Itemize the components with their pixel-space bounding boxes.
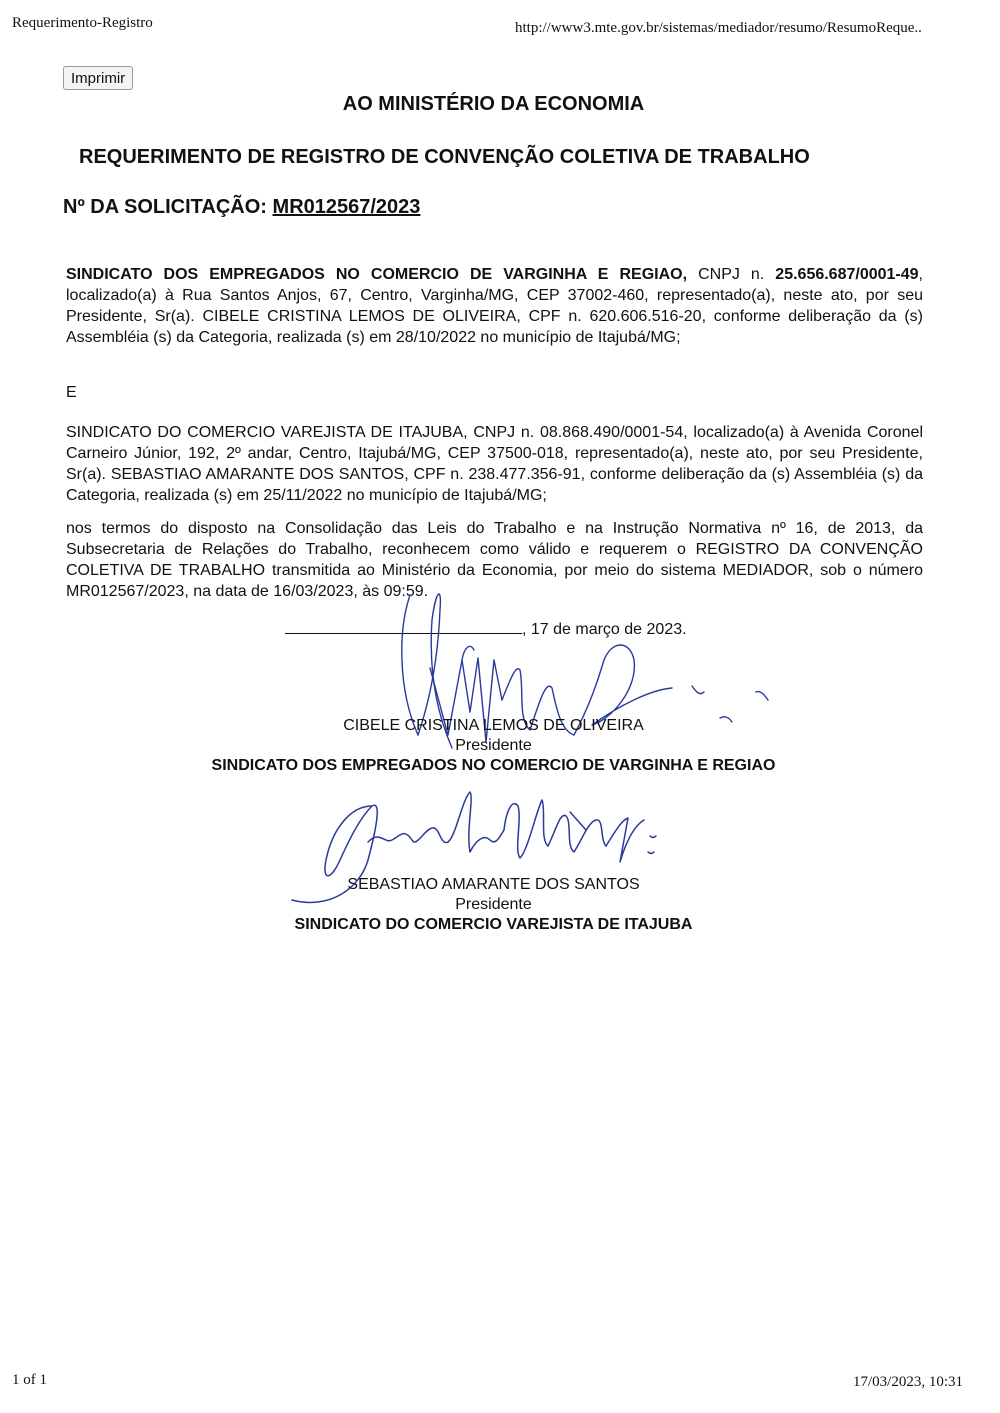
party1-cnpj-prefix: CNPJ n. [687,266,776,283]
request-number-label: Nº DA SOLICITAÇÃO: [63,196,267,218]
conjunction-text: E [66,384,77,401]
party1-details: , localizado(a) à Rua Santos Anjos, 67, Centro, Varginha/MG, CEP 37002-460, representado(a), neste ato, por seu Presidente, Sr(a). CIBELE CRISTINA LEMOS DE OLIVEIRA, CPF n. 620.606.516-20, conforme deliberação da (s) Assembléia (s) da Categoria, realizada (s) em 28/10/2022 no município de Itajubá/MG; [66,266,923,346]
signatory2-name: SEBASTIAO AMARANTE DOS SANTOS [347,876,640,893]
print-header-title: Requerimento-Registro [12,15,153,31]
signatory1-name: CIBELE CRISTINA LEMOS DE OLIVEIRA [343,717,644,734]
terms-paragraph: nos termos do disposto na Consolidação das Leis do Trabalho e na Instrução Normativa nº 16, de 2013, da Subsecretaria de Relações do Trabalho, reconhecem como válido e requerem o REGISTRO DA CONVENÇÃO COLETIVA DE TRABALHO transmitida ao Ministério da Economia, por meio do sistema MEDIADOR, sob o número MR012567/2023, na data de 16/03/2023, às 09:59. [66,520,923,600]
party2-paragraph: SINDICATO DO COMERCIO VAREJISTA DE ITAJUBA, CNPJ n. 08.868.490/0001-54, localizado(a) à Avenida Coronel Carneiro Júnior, 192, 2º andar, Centro, Itajubá/MG, CEP 37500-018, representado(a), neste ato, por seu Presidente, Sr(a). SEBASTIAO AMARANTE DOS SANTOS, CPF n. 238.477.356-91, conforme deliberação da (s) Assembléia (s) da Categoria, realizada (s) em 25/11/2022 no município de Itajubá/MG; [66,424,923,504]
signatory1-role: Presidente [455,737,532,754]
party1-cnpj: 25.656.687/0001-49 [775,266,919,283]
party1-paragraph [66,264,923,348]
signatory1-entity: SINDICATO DOS EMPREGADOS NO COMERCIO DE VARGINHA E REGIAO [211,757,776,774]
request-number-heading [63,196,420,219]
date-line [285,619,687,639]
place-blank-line [285,619,522,634]
signatory2-entity: SINDICATO DO COMERCIO VAREJISTA DE ITAJUBA [294,916,693,933]
ministry-heading: AO MINISTÉRIO DA ECONOMIA [342,93,645,115]
print-button[interactable]: Imprimir [63,66,133,90]
print-footer-datetime: 17/03/2023, 10:31 [853,1374,964,1390]
print-footer-page: 1 of 1 [12,1372,47,1388]
party1-name: SINDICATO DOS EMPREGADOS NO COMERCIO DE VARGINHA E REGIAO, [66,266,688,283]
request-number-value: MR012567/2023 [272,196,421,218]
print-header-url: http://www3.mte.gov.br/sistemas/mediador/resumo/ResumoReque.. [515,20,922,36]
document-title: REQUERIMENTO DE REGISTRO DE CONVENÇÃO COLETIVA DE TRABALHO [79,146,810,168]
date-text: , 17 de março de 2023. [522,621,687,638]
signatory2-role: Presidente [455,896,532,913]
